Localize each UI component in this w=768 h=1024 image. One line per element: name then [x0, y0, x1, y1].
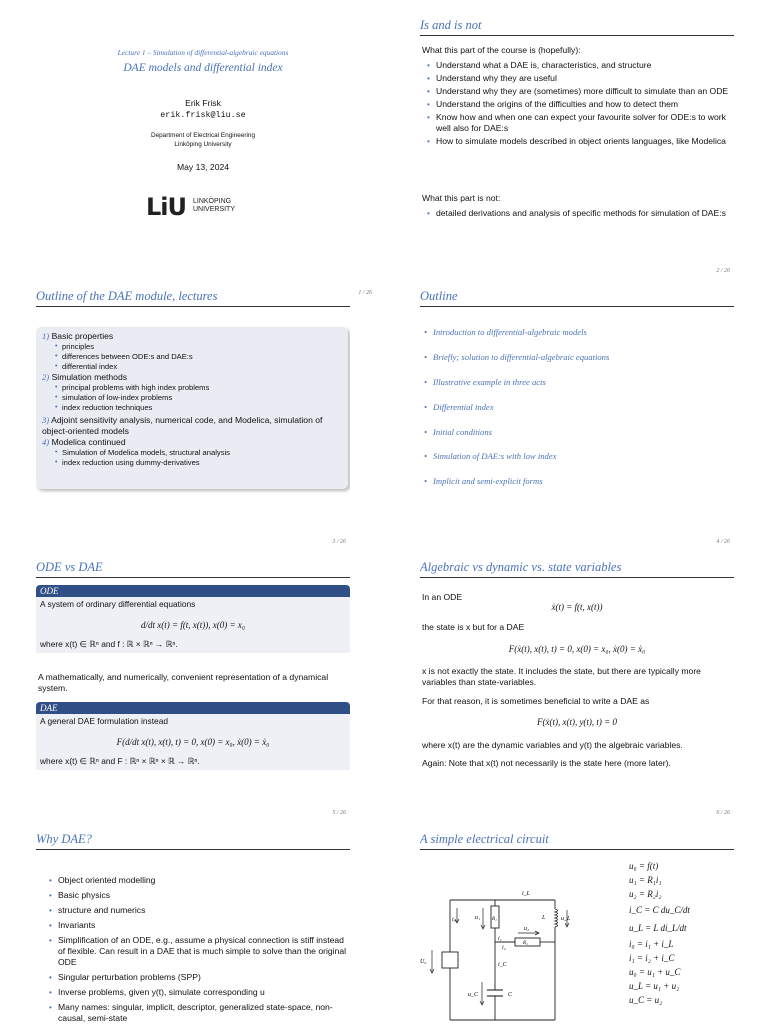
- title-rule: [36, 849, 350, 850]
- equation: i_C = C du_C/dt: [629, 905, 690, 915]
- title-rule: [420, 306, 734, 307]
- list-item: • differential index: [42, 362, 344, 372]
- not-list: [422, 208, 734, 221]
- block-where: where x(t) ∈ ℝⁿ and F : ℝⁿ × ℝⁿ × ℝ → ℝⁿ.: [40, 756, 200, 766]
- block-where: where x(t) ∈ ℝⁿ and f : ℝ × ℝⁿ → ℝⁿ.: [40, 639, 178, 649]
- equation: F(ẋ(t), x(t), t) = 0, x(0) = x₀, ẋ(0) = ẋ₀: [508, 644, 646, 654]
- block-header: DAE: [36, 702, 350, 714]
- outline-item: • Differential index: [424, 402, 494, 412]
- list-item: • Simulation of Modelica models, structural analysis: [42, 448, 344, 458]
- outline-item: • Implicit and semi-explicit forms: [424, 476, 543, 486]
- page-number: 2 / 26: [716, 268, 730, 274]
- label-iL: i_L: [522, 891, 531, 897]
- ode-block: [36, 585, 350, 653]
- slide-outline: [420, 289, 734, 545]
- section-row: [42, 372, 344, 383]
- equation: u_L = L di_L/dt: [629, 923, 687, 933]
- list-item: • index reduction using dummy-derivatives: [42, 458, 344, 468]
- block-body: [36, 714, 350, 770]
- equation: u₀ = u₁ + u_C: [629, 967, 681, 977]
- label-i0: i₀: [452, 917, 456, 923]
- list-item: • Many names: singular, implicit, descriptor, generalized state-space, non-causal, semi-state: [44, 1002, 350, 1024]
- section-subs: [42, 448, 344, 468]
- slide-electrical-circuit: [420, 832, 734, 1024]
- list-item: • Singular perturbation problems (SPP): [44, 972, 350, 983]
- slide-title: [30, 40, 376, 296]
- presentation-title: DAE models and differential index: [123, 62, 283, 74]
- slide-is-and-is-not: [420, 18, 734, 274]
- label-C: C: [508, 992, 513, 998]
- slide-why-dae: [36, 832, 350, 1024]
- equation: u₁ = R₁i₁: [629, 875, 662, 885]
- label-r1: R₁: [492, 917, 497, 922]
- dae-block: [36, 702, 350, 770]
- is-intro: What this part of the course is (hopefully):: [422, 45, 581, 55]
- paragraph: the state is x but for a DAE: [422, 622, 525, 632]
- ode-equation: d/dt x(t) = f(t, x(t)), x(0) = x₀: [141, 620, 245, 630]
- slide-ode-vs-dae: [36, 560, 350, 816]
- equation: u₂ = R₂i₂: [629, 889, 662, 899]
- circuit-equations: [629, 859, 729, 1007]
- list-item: • Understand why they are (sometimes) more difficult to simulate than an ODE: [422, 86, 734, 97]
- university: Linköping University: [174, 141, 232, 148]
- outline-box: [36, 327, 348, 489]
- not-intro: What this part is not:: [422, 193, 501, 203]
- label-iC: i_C: [498, 962, 507, 968]
- block-body: [36, 597, 350, 653]
- list-item: • Basic physics: [44, 890, 350, 901]
- page-number: 4 / 26: [716, 539, 730, 545]
- paragraph: For that reason, it is sometimes beneficial to write a DAE as: [422, 696, 650, 706]
- section-label: Modelica continued: [51, 437, 126, 447]
- list-item: • Inverse problems, given y(t), simulate corresponding u: [44, 987, 350, 998]
- section-number: 4): [42, 437, 50, 447]
- author-name: Erik Frisk: [185, 98, 221, 108]
- slide-variables: [420, 560, 734, 816]
- label-i2: i₂: [502, 945, 506, 951]
- outline-item: • Introduction to differential-algebraic models: [424, 327, 587, 337]
- block-text: A general DAE formulation instead: [40, 716, 169, 726]
- liu-logo-line2: UNIVERSITY: [193, 206, 236, 213]
- list-item: • differences between ODE:s and DAE:s: [42, 352, 344, 362]
- equation: u_L = u₁ + u₂: [629, 981, 680, 991]
- paragraph: In an ODE: [422, 592, 463, 602]
- list-item: • simulation of low-index problems: [42, 393, 344, 403]
- is-list: [422, 60, 734, 149]
- title-rule: [420, 849, 734, 850]
- title-rule: [420, 35, 734, 36]
- list-item: • structure and numerics: [44, 905, 350, 916]
- page-number: 6 / 26: [716, 810, 730, 816]
- section-number: 2): [42, 372, 50, 382]
- outline-item: • Initial conditions: [424, 427, 492, 437]
- outline-item: • Illustrative example in three acts: [424, 377, 546, 387]
- section-label: Simulation methods: [51, 372, 128, 382]
- slide-title: ODE vs DAE: [36, 560, 103, 574]
- equation: i₁ = i₂ + i_C: [629, 953, 675, 963]
- slide-title: Algebraic vs dynamic vs. state variables: [420, 560, 622, 574]
- label-uC: u_C: [468, 992, 479, 998]
- page-number: 1 / 26: [358, 290, 372, 296]
- list-item: • detailed derivations and analysis of specific methods for simulation of DAE:s: [422, 208, 734, 219]
- section-subs: [42, 342, 344, 372]
- label-u0: U₀: [420, 959, 427, 965]
- liu-logo-mark: LiU: [146, 193, 187, 221]
- section-label: Adjoint sensitivity analysis, numerical code, and Modelica, simulation of object-oriented models: [42, 415, 323, 436]
- slide-module-outline: [36, 289, 350, 545]
- section-label: Basic properties: [51, 331, 114, 341]
- dae-equation: F(d/dt x(t), x(t), t) = 0, x(0) = x₀, ẋ(0) = ẋ₀: [116, 737, 270, 747]
- list-item: • principal problems with high index problems: [42, 383, 344, 393]
- list-item: • Understand the origins of the difficulties and how to detect them: [422, 99, 734, 110]
- slide-title: Why DAE?: [36, 832, 92, 846]
- section-subs: [42, 383, 344, 413]
- list-item: • How to simulate models described in object orients languages, like Modelica: [422, 136, 734, 147]
- list-item: • Know how and when one can expect your favourite solver for ODE:s to work well also for DAE:s: [422, 112, 734, 134]
- section-row: [42, 331, 344, 342]
- label-L: L: [542, 915, 546, 921]
- slide-title: Outline: [420, 289, 458, 303]
- slide-title: A simple electrical circuit: [420, 832, 549, 846]
- section-row: [42, 437, 344, 448]
- title-rule: [420, 577, 734, 578]
- label-u2: u₂: [524, 926, 530, 932]
- list-item: • Invariants: [44, 920, 350, 931]
- list-item: • Understand why they are useful: [422, 73, 734, 84]
- slide-title: Is and is not: [420, 18, 482, 32]
- label-r2: R₂: [523, 941, 528, 946]
- equation: i₀ = i₁ + i_L: [629, 939, 674, 949]
- list-item: • Object oriented modelling: [44, 875, 350, 886]
- section-row: [42, 415, 344, 437]
- list-item: • Simplification of an ODE, e.g., assume a physical connection is stiff instead of flexible. Can result in a DAE that is much simple to solve than the original ODE: [44, 935, 350, 968]
- paragraph: x is not exactly the state. It includes the state, but there are typically more variables than state-variables.: [422, 666, 701, 687]
- label-i1: i₁: [498, 936, 502, 942]
- liu-logo: [146, 193, 246, 223]
- paragraph: where x(t) are the dynamic variables and y(t) the algebraic variables.: [422, 740, 683, 750]
- list-item: • principles: [42, 342, 344, 352]
- block-header: ODE: [36, 585, 350, 597]
- section-number: 1): [42, 331, 50, 341]
- reasons-list: [44, 875, 350, 1024]
- list-item: • index reduction techniques: [42, 403, 344, 413]
- circuit-diagram: [420, 872, 570, 1022]
- lecture-subtitle: Lecture 1 – Simulation of differential-algebraic equations: [117, 48, 289, 57]
- page-number: 3 / 26: [332, 539, 346, 545]
- equation: ẋ(t) = f(t, x(t)): [551, 602, 603, 612]
- list-item: • Understand what a DAE is, characteristics, and structure: [422, 60, 734, 71]
- middle-text: A mathematically, and numerically, convenient representation of a dynamical system.: [38, 672, 329, 693]
- presentation-date: May 13, 2024: [176, 162, 230, 172]
- section-number: 3): [42, 415, 50, 425]
- author-email: erik.frisk@liu.se: [160, 110, 246, 120]
- equation: u_C = u₂: [629, 995, 663, 1005]
- page-number: 5 / 26: [332, 810, 346, 816]
- outline-item: • Simulation of DAE:s with low index: [424, 451, 556, 461]
- equation: u₀ = f(t): [629, 861, 659, 871]
- label-uL: u_L: [561, 916, 570, 922]
- title-rule: [36, 306, 350, 307]
- equation: F(ẋ(t), x(t), y(t), t) = 0: [536, 717, 618, 727]
- paragraph: Again: Note that x(t) not necessarily is the state here (more later).: [422, 758, 671, 768]
- department: Department of Electrical Engineering: [150, 132, 256, 139]
- liu-logo-line1: LINKÖPING: [193, 198, 232, 205]
- label-u1: u₁: [475, 915, 481, 921]
- slide-title: Outline of the DAE module, lectures: [36, 289, 218, 303]
- block-text: A system of ordinary differential equations: [40, 599, 196, 609]
- title-rule: [36, 577, 350, 578]
- outline-item: • Briefly; solution to differential-algebraic equations: [424, 352, 609, 362]
